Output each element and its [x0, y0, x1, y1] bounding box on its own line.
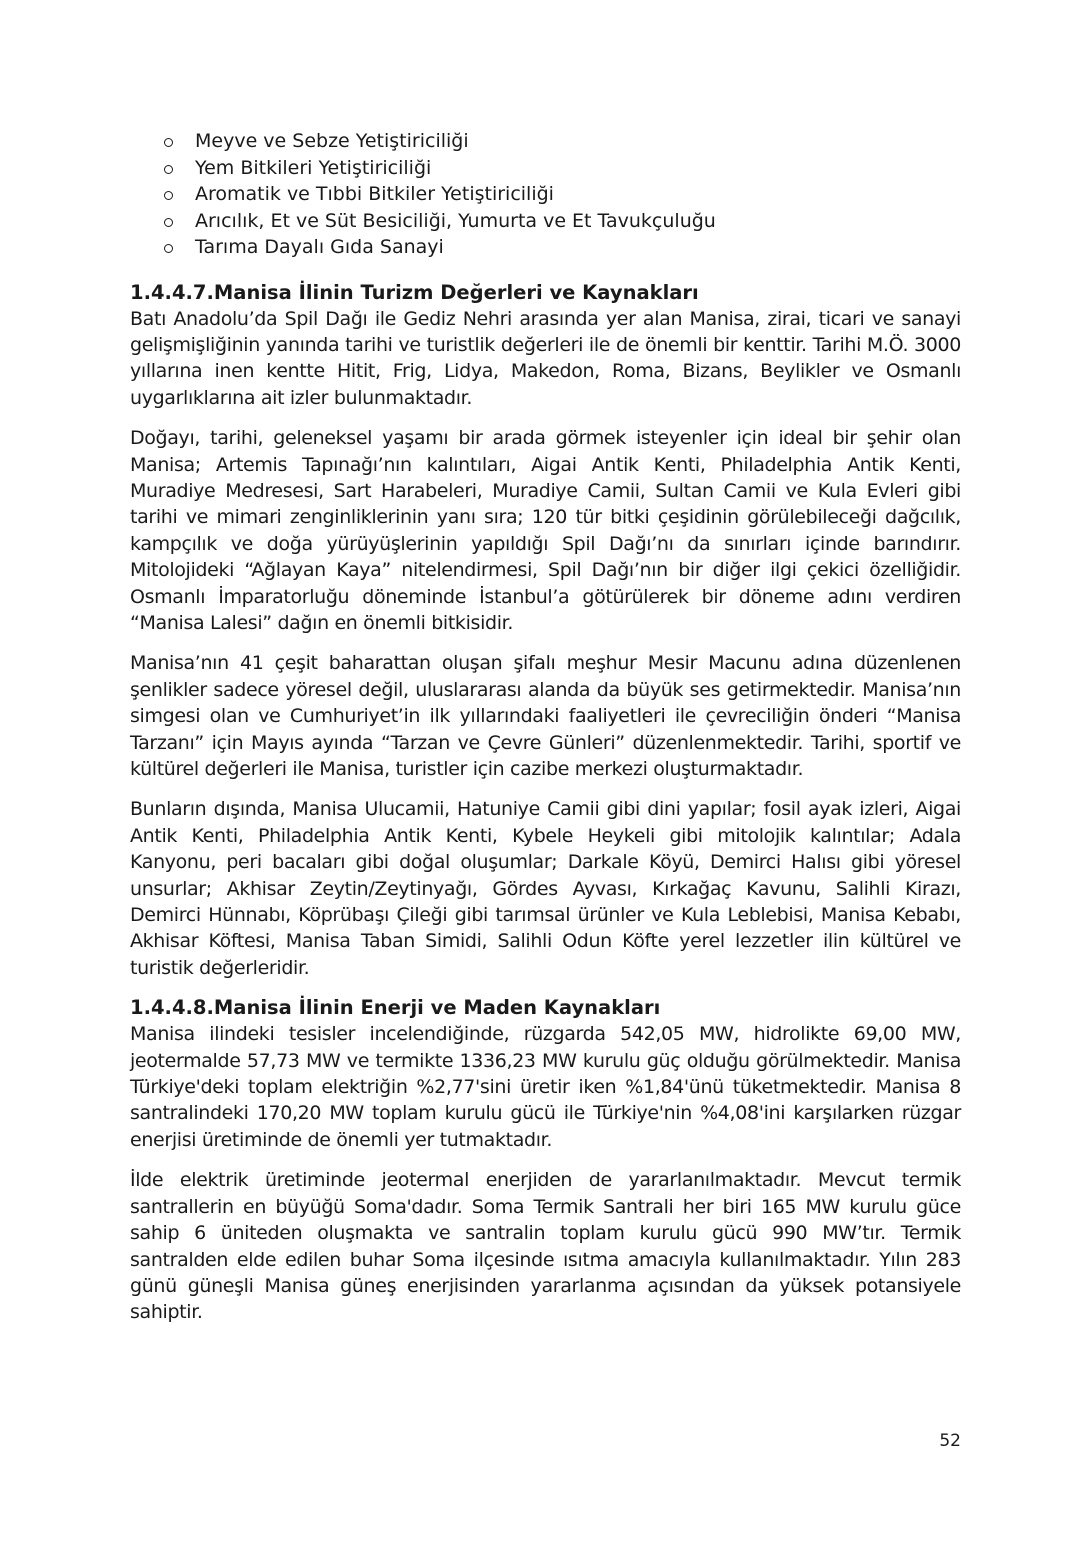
paragraph: Manisa ilindeki tesisler incelendiğinde, rüzgarda 542,05 MW, hidrolikte 69,00 MW, jeotermalde 57,73 MW ve termikte 1336,23 MW kurulu güç olduğu görülmektedir. Manisa Türkiye'deki toplam elektriğin %2,77'sini üretir iken %1,84'ünü tüketmektedir. Manisa 8 santralindeki 170,20 MW toplam kurulu gücü ile Türkiye'nin %4,08'ini karşılarken rüzgar enerjisi üretiminde de önemli yer tutmaktadır.	[130, 1023, 961, 1151]
bullet-item	[164, 128, 961, 155]
bullet-text: Aromatik ve Tıbbi Bitkiler Yetiştiriciliği	[195, 183, 554, 205]
paragraph: Bunların dışında, Manisa Ulucamii, Hatuniye Camii gibi dini yapılar; fosil ayak izleri, Aigai Antik Kenti, Philadelphia Antik Kenti, Kybele Heykeli gibi mitolojik kalıntılar; Adala Kanyonu, peri bacaları gibi doğal oluşumlar; Darkale Köyü, Demirci Halısı gibi yöresel unsurlar; Akhisar Zeytin/Zeytinyağı, Gördes Ayvası, Kırkağaç Kavunu, Salihli Kirazı, Demirci Hünnabı, Köprübaşı Çileği gibi tarımsal ürünler ve Kula Leblebisi, Manisa Kebabı, Akhisar Köftesi, Manisa Taban Simidi, Salihli Odun Köfte yerel lezzetler ilin kültürel ve turistik değerleridir.	[130, 798, 961, 979]
circle-bullet-icon	[164, 165, 173, 174]
bullet-text: Tarıma Dayalı Gıda Sanayi	[195, 236, 444, 258]
section-heading-energy: 1.4.4.8.Manisa İlinin Enerji ve Maden Kaynakları	[130, 996, 661, 1020]
document-page	[130, 128, 961, 1340]
bullet-list	[164, 128, 961, 261]
bullet-item	[164, 155, 961, 182]
circle-bullet-icon	[164, 138, 173, 147]
section-heading-tourism: 1.4.4.7.Manisa İlinin Turizm Değerleri ve Kaynakları	[130, 280, 699, 304]
paragraph: İlde elektrik üretiminde jeotermal enerjiden de yararlanılmaktadır. Mevcut termik santrallerin en büyüğü Soma'dadır. Soma Termik Santrali her biri 165 MW kurulu güce sahip 6 üniteden oluşmakta ve santralin toplam kurulu gücü 990 MW’tır. Termik santralden elde edilen buhar Soma ilçesinde ısıtma amacıyla kullanılmaktadır. Yılın 283 günü güneşli Manisa güneş enerjisinden yararlanma açısından da yüksek potansiyele sahiptir.	[130, 1169, 961, 1324]
circle-bullet-icon	[164, 244, 173, 253]
bullet-item	[164, 234, 961, 261]
paragraph: Doğayı, tarihi, geleneksel yaşamı bir arada görmek isteyenler için ideal bir şehir olan Manisa; Artemis Tapınağı’nın kalıntıları, Aigai Antik Kenti, Philadelphia Antik Kenti, Muradiye Medresesi, Sart Harabeleri, Muradiye Camii, Sultan Camii ve Kula Evleri gibi tarihi ve mimari zenginliklerinin yanı sıra; 120 tür bitki çeşidinin görülebileceği dağcılık, kampçılık ve doğa yürüyüşlerinin yapıldığı Spil Dağı’nı da sınırları içinde barındırır. Mitolojideki “Ağlayan Kaya” nitelendirmesi, Spil Dağı’nın bir diğer ilgi çekici özelliğidir. Osmanlı İmparatorluğu döneminde İstanbul’a götürülerek bir döneme adını verdiren “Manisa Lalesi” dağın en önemli bitkisidir.	[130, 427, 961, 634]
circle-bullet-icon	[164, 218, 173, 227]
bullet-text: Meyve ve Sebze Yetiştiriciliği	[195, 130, 469, 152]
bullet-item	[164, 208, 961, 235]
paragraph: Manisa’nın 41 çeşit baharattan oluşan şifalı meşhur Mesir Macunu adına düzenlenen şenlikler sadece yöresel değil, uluslararası alanda da büyük ses getirmektedir. Manisa’nın simgesi olan ve Cumhuriyet’in ilk yıllarındaki faaliyetleri ile çevreciliğin önderi “Manisa Tarzanı” için Mayıs ayında “Tarzan ve Çevre Günleri” düzenlenmektedir. Tarihi, sportif ve kültürel değerleri ile Manisa, turistler için cazibe merkezi oluşturmaktadır.	[130, 652, 961, 780]
paragraph: Batı Anadolu’da Spil Dağı ile Gediz Nehri arasında yer alan Manisa, zirai, ticari ve sanayi gelişmişliğinin yanında tarihi ve turistlik değerleri ile de önemli bir kenttir. Tarihi M.Ö. 3000 yıllarına inen kentte Hitit, Frig, Lidya, Makedon, Roma, Bizans, Beylikler ve Osmanlı uygarlıklarına ait izler bulunmaktadır.	[130, 307, 961, 409]
circle-bullet-icon	[164, 191, 173, 200]
bullet-item	[164, 181, 961, 208]
page-number: 52	[939, 1431, 961, 1451]
bullet-text: Arıcılık, Et ve Süt Besiciliği, Yumurta ve Et Tavukçuluğu	[195, 209, 716, 232]
bullet-text: Yem Bitkileri Yetiştiriciliği	[195, 156, 432, 179]
